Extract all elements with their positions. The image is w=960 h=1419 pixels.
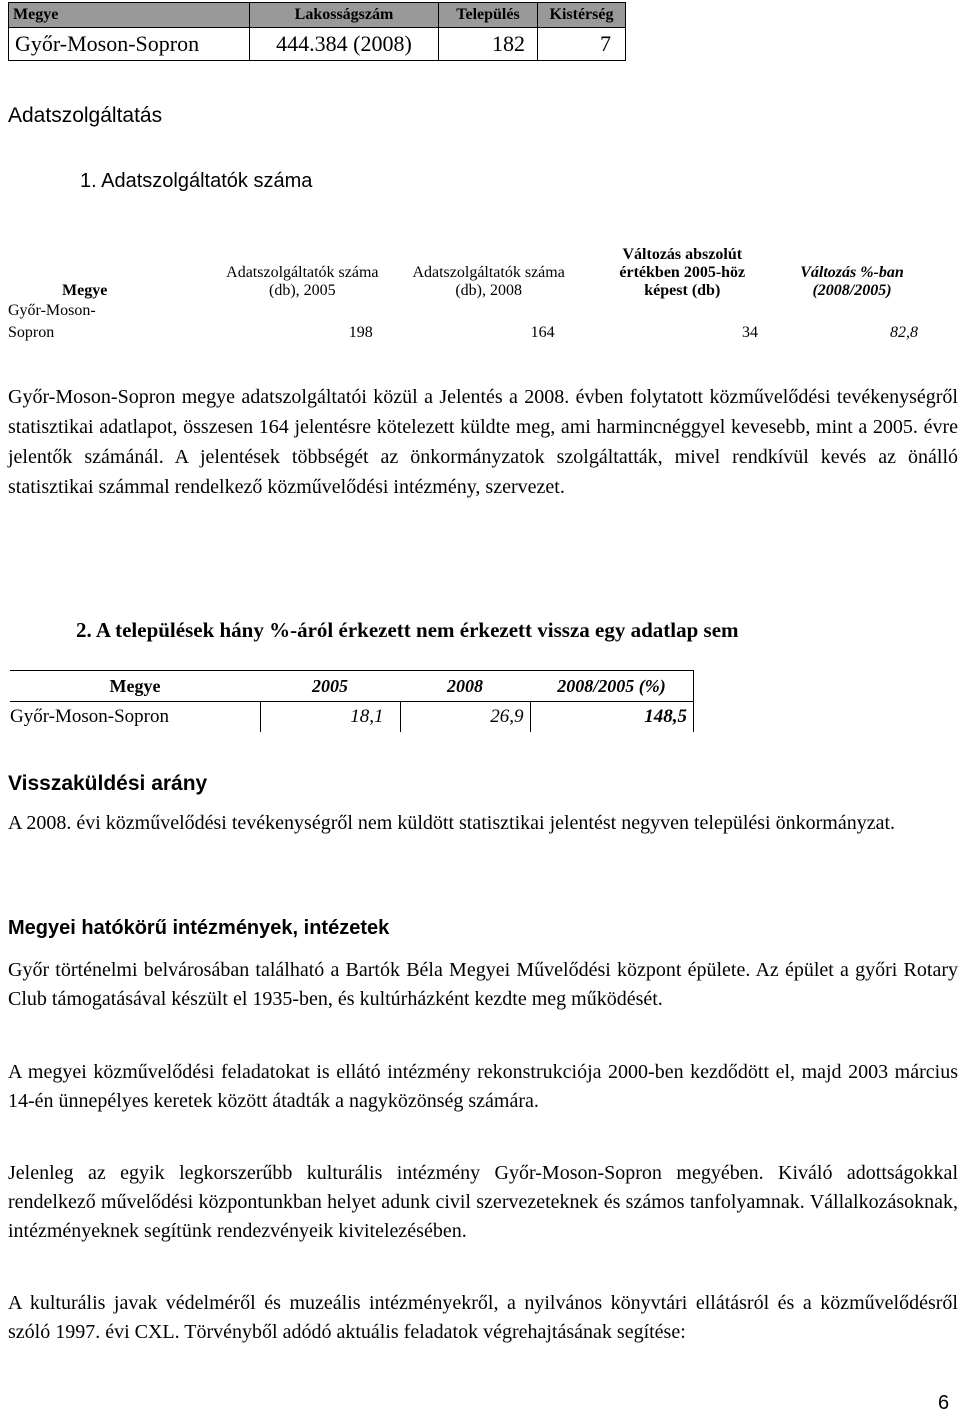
summary-header-kisterseg: Kistérség [538, 3, 626, 28]
summary-cell-telepules: 182 [439, 28, 538, 61]
summary-data-row [9, 28, 626, 61]
visszakuldesi-title: Visszaküldési arány [8, 772, 208, 795]
table1-header-megye: Megye [62, 282, 108, 299]
table2-data-row [10, 702, 694, 733]
table2-header-ratio: 2008/2005 (%) [530, 671, 694, 702]
table2-header-row [10, 671, 694, 702]
table1-header-2008: Adatszolgáltatók száma (db), 2008 [412, 264, 565, 299]
table1-header-2005: Adatszolgáltatók száma (db), 2005 [226, 264, 379, 299]
summary-header-row [9, 3, 626, 28]
table1-header-valtozas-pct: Változás %-ban (2008/2005) [800, 264, 904, 299]
table1-header-row [8, 222, 922, 300]
paragraph-kulturalis: A kulturális javak védelméről és muzeális intézményekről, a nyilvános könyvtári ellátásról és a közművelődésről szóló 1997. évi CXL. Törvényből adódó aktuális feladatok végrehajtásának segítése: [8, 1292, 958, 1343]
table2-header-2008: 2008 [400, 671, 530, 702]
section-title: Adatszolgáltatás [8, 104, 163, 127]
sub1-title: 1. Adatszolgáltatók száma [80, 170, 313, 192]
page-number: 6 [938, 1392, 950, 1414]
summary-cell-megye: Győr-Moson-Sopron [9, 28, 250, 61]
table1-row-label-1: Győr-Moson- [8, 302, 96, 319]
paragraph-rekonstrukcio: A megyei közművelődési feladatokat is ellátó intézmény rekonstrukciója 2000-ben kezdődött el, majd 2003 március 14-én ünnepélyes keretek között átadták a nagyközönség számára. [8, 1061, 958, 1112]
paragraph-adatszolgaltatok: Győr-Moson-Sopron megye adatszolgáltatói közül a Jelentés a 2008. évben folytatott közművelődési tevékenységről statisztikai adatlapot, összesen 164 jelentésre kötelezett küldte meg, ami harmincnéggyel kevesebb, mint a 2005. évre jelentők számánál. A jelentések többségét az önkormányzatok szolgáltatták, mivel rendkívül kevés az önálló statisztikai számmal rendelkező közművelődési intézmény, szervezet. [8, 386, 958, 498]
summary-header-telepules: Település [439, 3, 538, 28]
table1-header-valtozas-abs: Változás abszolút értékben 2005-höz képest (db) [619, 246, 746, 299]
table1-cell-valtozas-pct: 82,8 [890, 324, 918, 341]
paragraph-jelenleg: Jelenleg az egyik legkorszerűbb kulturális intézmény Győr-Moson-Sopron megyében. Kiváló adottságokkal rendelkező művelődési központunkban helyet adunk civil szervezeteknek és számos tanfolyamnak. Vállalkozásoknak, intézményeknek segítünk rendezvényeik kivitelezésében. [8, 1162, 958, 1242]
megyei-title: Megyei hatókörű intézmények, intézetek [8, 917, 390, 939]
table1-cell-2008: 164 [530, 324, 555, 341]
table1-row-label-2: Sopron [8, 324, 55, 341]
telepulesek-table [10, 670, 694, 732]
table2-cell-2008: 26,9 [400, 702, 530, 733]
table2-header-megye: Megye [10, 671, 260, 702]
table1-cell-megye [8, 300, 210, 344]
table2-cell-megye: Győr-Moson-Sopron [10, 702, 260, 733]
summary-table [8, 2, 626, 61]
paragraph-epulet: Győr történelmi belvárosában található a Bartók Béla Megyei Művelődési központ épülete. Az épület a győri Rotary Club támogatásával készült el 1935-ben, és kultúrházként kezdte meg működését. [8, 959, 958, 1010]
table1-data-row [8, 300, 922, 344]
sub2-title: 2. A települések hány %-áról érkezett nem érkezett vissza egy adatlap sem [76, 618, 739, 642]
table1-cell-2005: 198 [348, 324, 373, 341]
summary-cell-lakossagszam: 444.384 (2008) [250, 28, 439, 61]
summary-header-lakossagszam: Lakosságszám [250, 3, 439, 28]
table1-cell-valtozas-abs: 34 [742, 324, 758, 341]
paragraph-visszakuldesi: A 2008. évi közművelődési tevékenységről nem küldött statisztikai jelentést negyven települési önkormányzat. [8, 812, 896, 834]
table2-cell-2005: 18,1 [260, 702, 400, 733]
adatszolgaltatok-table [8, 222, 922, 344]
summary-header-megye: Megye [9, 3, 250, 28]
summary-cell-kisterseg: 7 [538, 28, 626, 61]
table2-header-2005: 2005 [260, 671, 400, 702]
table2-cell-ratio: 148,5 [530, 702, 694, 733]
